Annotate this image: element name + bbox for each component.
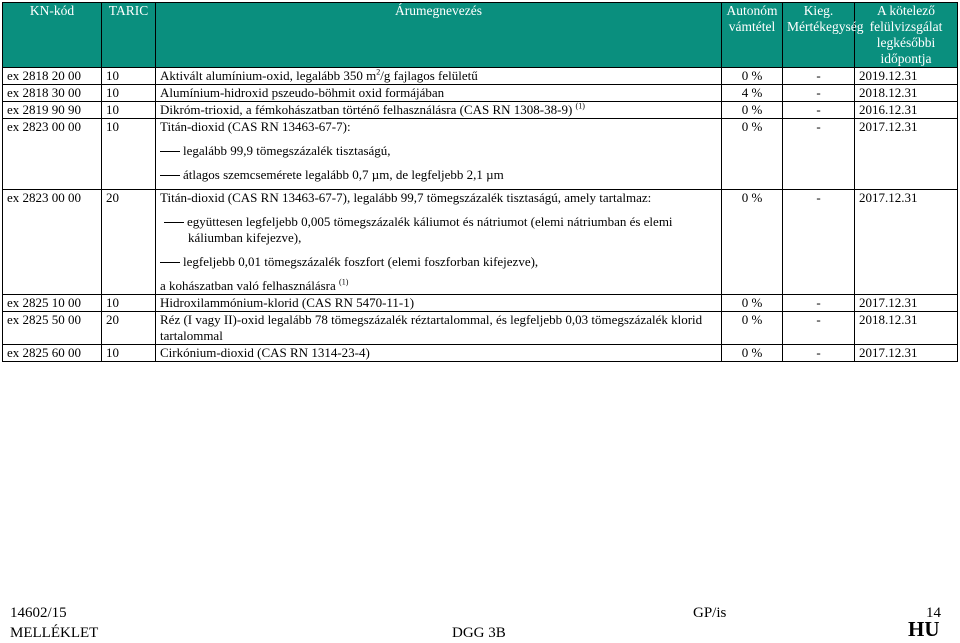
sub-item: átlagos szemcsemérete legalább 0,7 µm, de legfeljebb 2,1 µm: [160, 167, 717, 183]
taric-code: 10: [102, 68, 156, 85]
review-date: 2016.12.31: [855, 102, 958, 119]
description: Hidroxilammónium-klorid (CAS RN 5470-11-1): [156, 295, 722, 312]
taric-code: 20: [102, 190, 156, 295]
col-header-kn: KN-kód: [3, 3, 102, 68]
supplementary-unit: -: [783, 68, 855, 85]
dash-mark: [160, 262, 180, 263]
table-row: [3, 295, 958, 312]
kn-code: ex 2823 00 00: [3, 190, 102, 295]
duty-rate: 0 %: [722, 119, 783, 190]
review-date: 2017.12.31: [855, 345, 958, 362]
kn-code: ex 2819 90 90: [3, 102, 102, 119]
taric-code: 10: [102, 295, 156, 312]
col-header-review-date: A kötelező felülvizsgálat legkésőbbi időpontja: [855, 3, 958, 68]
col-header-description: Árumegnevezés: [156, 3, 722, 68]
supplementary-unit: -: [783, 312, 855, 345]
header-row: [3, 3, 958, 68]
review-date: 2017.12.31: [855, 119, 958, 190]
taric-code: 10: [102, 85, 156, 102]
taric-code: 10: [102, 345, 156, 362]
kn-code: ex 2825 60 00: [3, 345, 102, 362]
kn-code: ex 2818 20 00: [3, 68, 102, 85]
supplementary-unit: -: [783, 102, 855, 119]
directorate-code: DGG 3B: [452, 625, 506, 641]
table-row: [3, 312, 958, 345]
duty-rate: 0 %: [722, 345, 783, 362]
dash-mark: [164, 222, 184, 223]
table-row: [3, 102, 958, 119]
author-initials: GP/is: [693, 605, 727, 621]
duty-rate: 0 %: [722, 295, 783, 312]
description: Titán-dioxid (CAS RN 13463-67-7): legalább 99,9 tömegszázalék tisztaságú, átlagos szemcsemérete legalább 0,7 µm, de legfeljebb 2,1 µm: [156, 119, 722, 190]
duty-rate: 0 %: [722, 190, 783, 295]
taric-code: 10: [102, 102, 156, 119]
table-row: [3, 68, 958, 85]
table-row: [3, 119, 958, 190]
annex-label: MELLÉKLET: [10, 625, 99, 641]
kn-code: ex 2825 10 00: [3, 295, 102, 312]
table-row: [3, 190, 958, 295]
supplementary-unit: -: [783, 295, 855, 312]
description: Cirkónium-dioxid (CAS RN 1314-23-4): [156, 345, 722, 362]
document-number: 14602/15: [10, 605, 67, 621]
col-header-rate: Autonóm vámtétel: [722, 3, 783, 68]
sub-item: legalább 99,9 tömegszázalék tisztaságú,: [160, 143, 717, 159]
description: Aktivált alumínium-oxid, legalább 350 $m^2/g$ fajlagos felületű: [156, 68, 722, 85]
col-header-taric: TARIC: [102, 3, 156, 68]
review-date: 2018.12.31: [855, 312, 958, 345]
description: Réz (I vagy II)-oxid legalább 78 tömegszázalék réztartalommal, és legfeljebb 0,03 tömegszázalék klorid tartalommal: [156, 312, 722, 345]
dash-mark: [160, 175, 180, 176]
kn-code: ex 2818 30 00: [3, 85, 102, 102]
duty-rate: 0 %: [722, 102, 783, 119]
description: Titán-dioxid (CAS RN 13463-67-7), legalább 99,7 tömegszázalék tisztaságú, amely tartalmaz: együttesen legfeljebb 0,005 tömegszázalék káliumot és nátriumot (elemi nátriumban és elemi káliumban kifejezve), legfeljebb 0,01 tömegszázalék foszfort (elemi foszforban kifejezve), a kohászatban való felhasználásra $^{(1)}$: [156, 190, 722, 295]
taric-code: 10: [102, 119, 156, 190]
duty-rate: 0 %: [722, 312, 783, 345]
language-code: HU: [908, 617, 940, 641]
supplementary-unit: -: [783, 119, 855, 190]
table-row: [3, 345, 958, 362]
sub-item: a kohászatban való felhasználásra $^{(1)}$: [160, 277, 349, 293]
kn-code: ex 2825 50 00: [3, 312, 102, 345]
review-date: 2018.12.31: [855, 85, 958, 102]
description: Dikróm-trioxid, a fémkohászatban történő felhasználásra (CAS RN 1308-38-9) $^{(1)}$: [156, 102, 722, 119]
supplementary-unit: -: [783, 345, 855, 362]
tariff-table: [2, 2, 958, 362]
duty-rate: 0 %: [722, 68, 783, 85]
page-number: 14: [926, 605, 941, 621]
kn-code: ex 2823 00 00: [3, 119, 102, 190]
review-date: 2019.12.31: [855, 68, 958, 85]
sub-item: együttesen legfeljebb 0,005 tömegszázalék káliumot és nátriumot (elemi nátriumban és elemi káliumban kifejezve),: [160, 214, 717, 246]
description: Alumínium-hidroxid pszeudo-böhmit oxid formájában: [156, 85, 722, 102]
col-header-unit: Kieg. Mértékegység: [783, 3, 855, 68]
sub-item: legfeljebb 0,01 tömegszázalék foszfort (elemi foszforban kifejezve),: [160, 254, 717, 270]
table-row: [3, 85, 958, 102]
duty-rate: 4 %: [722, 85, 783, 102]
review-date: 2017.12.31: [855, 190, 958, 295]
dash-mark: [160, 151, 180, 152]
supplementary-unit: -: [783, 190, 855, 295]
review-date: 2017.12.31: [855, 295, 958, 312]
taric-code: 20: [102, 312, 156, 345]
supplementary-unit: -: [783, 85, 855, 102]
